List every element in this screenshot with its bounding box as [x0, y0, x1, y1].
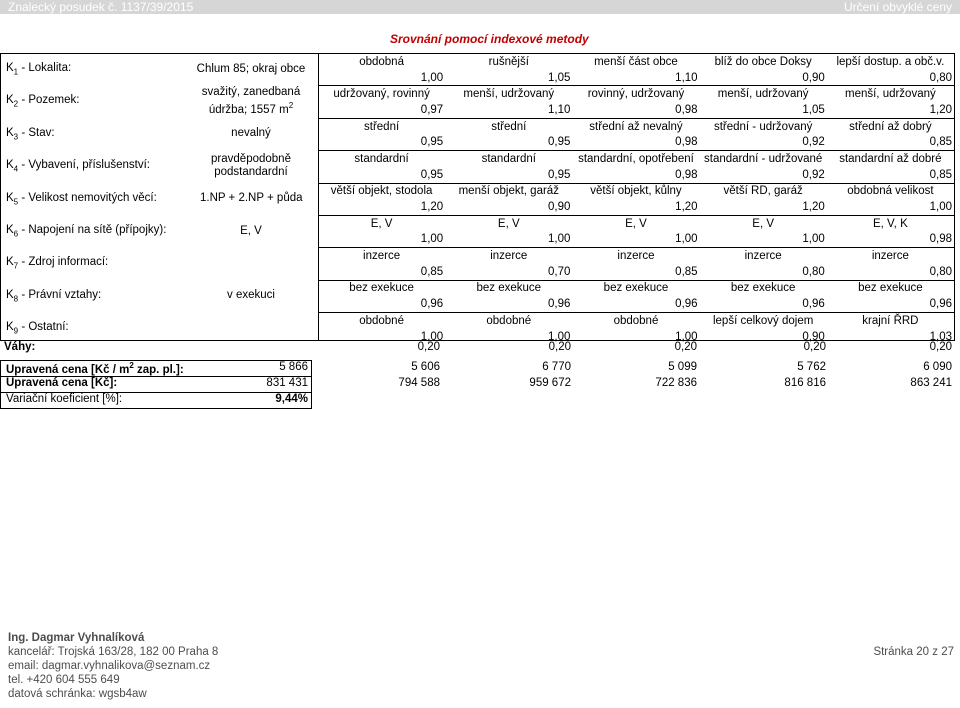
summary-value: 5 606	[411, 361, 440, 373]
table-cell: střední	[318, 118, 445, 134]
table-cell: bez exekuce	[445, 280, 572, 296]
summary-value: 5 099	[668, 361, 697, 373]
comparison-coefficient-row	[318, 296, 954, 312]
table-cell: 1,05	[547, 71, 571, 84]
table-cell: bez exekuce	[700, 280, 827, 296]
table-cell: obdobné	[445, 313, 572, 329]
comparison-description-row	[318, 54, 954, 70]
table-cell: standardní, opotřebení	[572, 151, 699, 167]
table-cell: inzerce	[827, 248, 954, 264]
comparison-description-row	[318, 183, 954, 199]
table-cell: 1,20	[802, 201, 825, 214]
table-cell: E, V	[700, 215, 827, 231]
summary-value: 5 762	[797, 361, 826, 373]
table-cell: 0,80	[802, 265, 825, 278]
divider	[0, 53, 318, 54]
table-cell: 0,98	[675, 136, 698, 149]
table-cell: standardní	[318, 151, 445, 167]
comparison-coefficient-row	[318, 167, 954, 183]
comparison-coefficient-row	[318, 199, 954, 215]
table-cell: 0,96	[929, 298, 952, 311]
table-cell: 0,85	[929, 136, 952, 149]
summary-value: 959 672	[529, 377, 571, 389]
table-cell: 1,00	[420, 330, 444, 343]
comparison-description-row	[318, 151, 954, 167]
summary-subject-value: 5 866	[279, 361, 308, 373]
author-name: Ing. Dagmar Vyhnalíková	[8, 632, 145, 644]
table-cell: střední až nevalný	[572, 118, 699, 134]
criterion-value: v exekuci	[227, 289, 275, 302]
criterion-label: $K_4$ - Vybavení, příslušenství:	[6, 159, 151, 174]
table-cell: 1,00	[547, 233, 571, 246]
divider	[954, 53, 955, 341]
table-cell: inzerce	[700, 248, 827, 264]
table-cell: 0,95	[547, 168, 571, 181]
author-email: email: dagmar.vyhnalikova@seznam.cz	[8, 660, 211, 672]
table-cell: rušnější	[445, 54, 572, 70]
table-cell: 0,98	[929, 233, 952, 246]
comparison-description-row	[318, 313, 954, 329]
table-cell: obdobné	[318, 313, 445, 329]
table-cell: lepší celkový dojem	[700, 313, 827, 329]
table-cell: větší RD, garáž	[700, 183, 827, 199]
table-cell: 1,05	[802, 103, 825, 116]
summary-label: Upravená cena [Kč]:	[6, 377, 118, 389]
weight-value: 0,20	[803, 341, 826, 353]
table-cell: 1,00	[675, 330, 698, 343]
weight-value: 0,20	[929, 341, 952, 353]
criterion-value: svažitý, zanedbaná údržba; 1557 $m^2$	[201, 86, 301, 116]
table-cell: 0,96	[675, 298, 698, 311]
table-cell: 0,96	[802, 298, 825, 311]
comparison-description-row	[318, 248, 954, 264]
comparison-coefficient-row	[318, 70, 954, 86]
table-cell: standardní	[445, 151, 572, 167]
table-cell: udržovaný, rovinný	[318, 86, 445, 102]
criterion-label: $K_2$ - Pozemek:	[6, 94, 80, 109]
table-cell: střední - udržovaný	[700, 118, 827, 134]
table-cell: střední	[445, 118, 572, 134]
table-cell: 1,00	[675, 233, 698, 246]
table-cell: E, V, K	[827, 215, 954, 231]
table-cell: 0,80	[929, 71, 952, 84]
table-cell: 0,85	[929, 168, 952, 181]
table-cell: lepší dostup. a obč.v.	[827, 54, 954, 70]
table-cell: menší část obce	[572, 54, 699, 70]
table-cell: blíž do obce Doksy	[700, 54, 827, 70]
table-cell: menší, udržovaný	[827, 86, 954, 102]
page-number: Stránka 20 z 27	[873, 646, 954, 658]
author-phone: tel. +420 604 555 649	[8, 674, 120, 686]
table-cell: inzerce	[318, 248, 445, 264]
summary-value: 794 588	[398, 377, 440, 389]
table-cell: menší, udržovaný	[445, 86, 572, 102]
weight-value: 0,20	[674, 341, 697, 353]
criterion-label: $K_1$ - Lokalita:	[6, 62, 72, 77]
weight-value: 0,20	[417, 341, 440, 353]
table-cell: 1,20	[929, 103, 952, 116]
table-cell: 0,95	[420, 168, 444, 181]
table-cell: 0,98	[675, 168, 698, 181]
criterion-label: $K_5$ - Velikost nemovitých věcí:	[6, 191, 157, 206]
comparison-coefficient-row	[318, 134, 954, 150]
table-cell: menší, udržovaný	[700, 86, 827, 102]
table-cell: 0,70	[547, 265, 571, 278]
summary-value: 6 770	[542, 361, 571, 373]
summary-subject-value: 9,44%	[275, 393, 308, 405]
criterion-label: $K_6$ - Napojení na sítě (přípojky):	[6, 224, 167, 239]
table-cell: standardní - udržované	[700, 151, 827, 167]
table-cell: bez exekuce	[827, 280, 954, 296]
summary-value: 863 241	[910, 377, 952, 389]
table-cell: 0,97	[420, 103, 444, 116]
criterion-label: $K_8$ - Právní vztahy:	[6, 288, 102, 304]
table-cell: 0,90	[547, 201, 571, 214]
comparison-coefficient-row	[318, 264, 954, 280]
table-cell: bez exekuce	[318, 280, 445, 296]
table-cell: menší objekt, garáž	[445, 183, 572, 199]
table-cell: bez exekuce	[572, 280, 699, 296]
table-cell: obdobné	[572, 313, 699, 329]
table-cell: 1,20	[675, 201, 698, 214]
criterion-value: nevalný	[231, 127, 271, 140]
table-cell: 0,80	[929, 265, 952, 278]
weight-value: 0,20	[548, 341, 571, 353]
table-cell: 1,00	[420, 233, 444, 246]
table-cell: rovinný, udržovaný	[572, 86, 699, 102]
criterion-value: E, V	[240, 224, 262, 237]
table-cell: větší objekt, stodola	[318, 183, 445, 199]
table-cell: 0,95	[420, 136, 444, 149]
table-cell: střední až dobrý	[827, 118, 954, 134]
comparison-description-row	[318, 118, 954, 134]
criterion-label: $K_9$ - Ostatní:	[6, 321, 69, 336]
table-cell: E, V	[572, 215, 699, 231]
report-section: Určení obvyklé ceny	[843, 0, 952, 14]
criterion-value: Chlum 85; okraj obce	[196, 62, 306, 75]
report-number: Znalecký posudek č. 1137/39/2015	[8, 0, 194, 14]
summary-value: 816 816	[784, 377, 826, 389]
table-cell: 1,00	[802, 233, 825, 246]
comparison-description-row	[318, 86, 954, 102]
table-cell: 0,92	[802, 168, 825, 181]
table-cell: inzerce	[445, 248, 572, 264]
criterion-label: $K_3$ - Stav:	[6, 126, 55, 142]
criterion-value: 1.NP + 2.NP + půda	[200, 192, 303, 205]
table-cell: 1,10	[547, 103, 571, 116]
summary-label: Variační koeficient [%]:	[6, 393, 123, 405]
table-cell: 1,20	[420, 201, 444, 214]
table-cell: větší objekt, kůlny	[572, 183, 699, 199]
summary-subject-value: 831 431	[266, 377, 308, 389]
criterion-value	[188, 247, 314, 279]
table-cell: E, V	[318, 215, 445, 231]
table-cell: 0,96	[547, 298, 571, 311]
comparison-table	[318, 53, 954, 345]
table-cell: 0,90	[802, 71, 825, 84]
table-cell: 0,90	[802, 330, 825, 343]
table-cell: krajní ŘRD	[827, 313, 954, 329]
table-cell: standardní až dobré	[827, 151, 954, 167]
criterion-label: $K_7$ - Zdroj informací:	[6, 256, 109, 271]
comparison-description-row	[318, 280, 954, 296]
author-databox: datová schránka: wgsb4aw	[8, 688, 147, 700]
author-office: kancelář: Trojská 163/28, 182 00 Praha 8	[8, 646, 219, 658]
table-cell: obdobná	[318, 54, 445, 70]
table-cell: 0,92	[802, 136, 825, 149]
table-cell: inzerce	[572, 248, 699, 264]
table-cell: 1,03	[929, 330, 952, 343]
comparison-coefficient-row	[318, 232, 954, 248]
summary-value: 6 090	[923, 361, 952, 373]
table-cell: E, V	[445, 215, 572, 231]
summary-value: 722 836	[655, 377, 697, 389]
table-cell: 0,85	[675, 265, 698, 278]
comparison-coefficient-row	[318, 102, 954, 118]
table-cell: 0,95	[547, 136, 571, 149]
table-cell: 1,00	[420, 71, 444, 84]
section-title: Srovnání pomocí indexové metody	[390, 32, 589, 46]
table-cell: 0,96	[420, 298, 444, 311]
table-cell: 1,00	[929, 201, 952, 214]
table-cell: 1,10	[675, 71, 698, 84]
table-cell: 1,00	[547, 330, 571, 343]
comparison-description-row	[318, 215, 954, 231]
table-cell: 0,98	[675, 103, 698, 116]
summary-label: Upravená cena [Kč / $m^2$ zap. pl.]:	[6, 361, 184, 376]
divider	[0, 53, 1, 341]
weights-label: Váhy:	[4, 341, 36, 353]
table-cell: obdobná velikost	[827, 183, 954, 199]
table-cell: 0,85	[420, 265, 444, 278]
criterion-value: pravděpodobně podstandardní	[211, 153, 291, 179]
page-header	[0, 0, 960, 14]
